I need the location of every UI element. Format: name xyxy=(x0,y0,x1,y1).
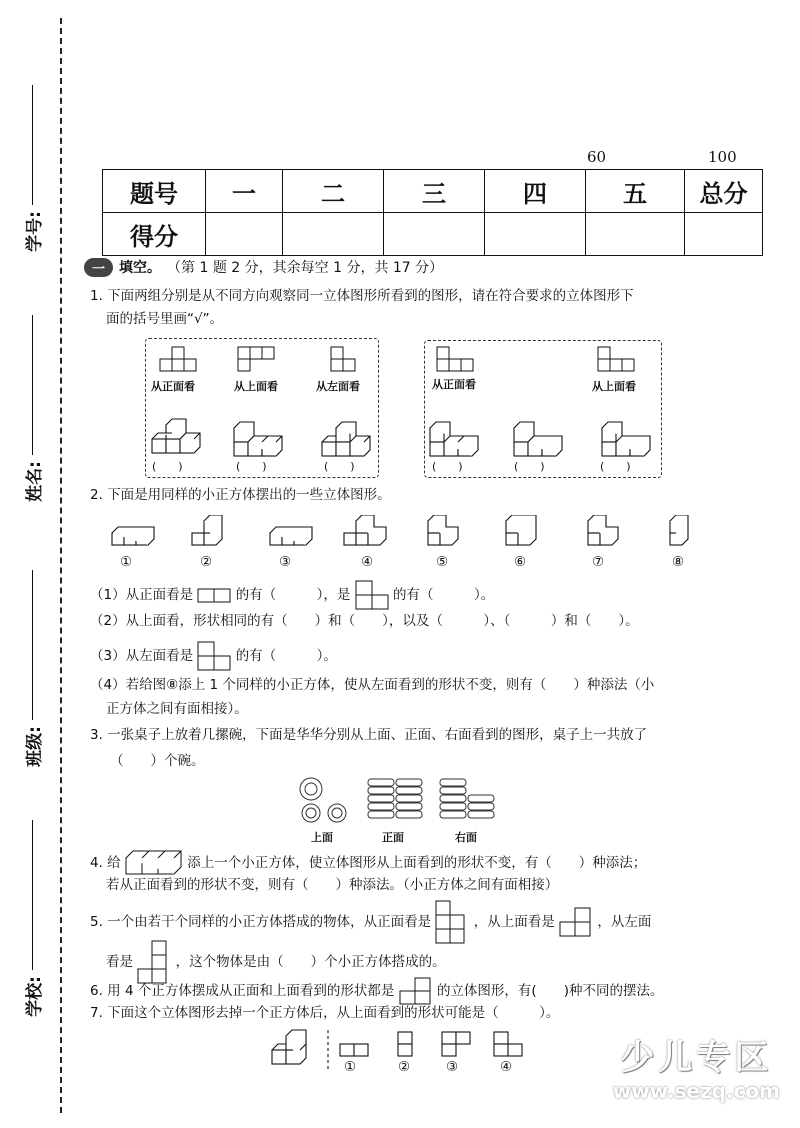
binding-dashed-line xyxy=(60,18,62,1113)
watermark-title: 少儿专区 xyxy=(620,1038,773,1078)
q4-b: 添上一个小正方体，使立体图形从上面看到的形状不变，有（ ）种添法； xyxy=(187,855,647,871)
score-cell[interactable] xyxy=(485,213,586,256)
figure-number: ③ xyxy=(279,554,292,570)
q4-a: 4. 给 xyxy=(90,855,121,871)
answer-paren[interactable]: ( ) xyxy=(514,460,545,473)
q7-line: 7. 下面这个立体图形去掉一个正方体后，从上面看到的形状可能是（ ）。 xyxy=(90,1005,560,1021)
q2-sub2: （2）从上面看，形状相同的有（ ）和（ ），以及（ ）、（ ）和（ ）。 xyxy=(90,613,639,629)
header-cell: 五 xyxy=(586,170,685,213)
header-cell: 三 xyxy=(384,170,485,213)
q5-b: ，从上面看是 xyxy=(473,914,555,930)
score-cell[interactable] xyxy=(586,213,685,256)
header-cell: 四 xyxy=(485,170,586,213)
figure-number: ⑥ xyxy=(514,554,527,570)
q2-sub3-a: （3）从左面看是 xyxy=(90,648,194,664)
answer-paren[interactable]: ( ) xyxy=(152,460,183,473)
score-cell[interactable] xyxy=(685,213,763,256)
q3-line2: （ ）个碗。 xyxy=(110,753,205,769)
score-cell[interactable] xyxy=(283,213,384,256)
figure-number: ⑤ xyxy=(436,554,449,570)
student-id-field xyxy=(14,85,50,258)
cube-figure-icon xyxy=(148,415,213,460)
bowls-top-label: 上面 xyxy=(311,831,333,844)
answer-paren[interactable]: ( ) xyxy=(432,460,463,473)
q2-title: 2. 下面是用同样的小正方体摆出的一些立体图形。 xyxy=(90,487,391,503)
q6-shape-icon xyxy=(399,977,433,1005)
q3-line1: 3. 一张桌子上放着几摞碗，下面是华华分别从上面、正面、右面看到的图形，桌子上一共放了 xyxy=(90,727,648,743)
header-cell: 题号 xyxy=(103,170,206,213)
score-note-100: 100 xyxy=(708,148,737,166)
score-table-score-row xyxy=(103,213,763,256)
q7-option-number: ④ xyxy=(500,1059,513,1075)
cube-figure-icon xyxy=(230,418,295,463)
top-view-icon xyxy=(594,345,654,377)
row-label: 得分 xyxy=(103,213,206,256)
score-cell[interactable] xyxy=(206,213,283,256)
cube-figure-icon xyxy=(426,418,491,463)
q5-e: ，这个物体是由（ ）个小正方体搭成的。 xyxy=(175,954,446,970)
q5-front-shape-icon xyxy=(435,900,469,944)
label-left: 从左面看 xyxy=(316,380,360,393)
label-front: 从正面看 xyxy=(432,378,476,391)
q1-line2: 面的括号里画“√”。 xyxy=(106,311,224,327)
figure-number: ⑦ xyxy=(592,554,605,570)
l-shape-icon xyxy=(197,641,231,671)
student-id-label: 学号: xyxy=(24,211,45,252)
l-shape-icon xyxy=(355,580,389,610)
watermark xyxy=(613,1030,780,1103)
header-cell: 二 xyxy=(283,170,384,213)
bowls-right-label: 右面 xyxy=(455,831,477,844)
section-header xyxy=(84,257,443,277)
section-note: （第 1 题 2 分，其余每空 1 分，共 17 分） xyxy=(167,260,444,276)
watermark-url: www.sezq.com xyxy=(612,1079,780,1103)
class-label: 班级: xyxy=(24,726,45,767)
q6-line xyxy=(90,977,663,1005)
q2-sub1 xyxy=(90,580,494,610)
class-field xyxy=(14,570,50,773)
school-label: 学校: xyxy=(24,976,45,1017)
q5-c: ，从左面 xyxy=(597,914,652,930)
left-view-icon xyxy=(325,345,375,377)
section-title: 填空。 xyxy=(119,260,162,276)
bowls-views-icon xyxy=(292,775,502,825)
header-cell: 一 xyxy=(206,170,283,213)
q5-a: 5. 一个由若干个同样的小正方体搭成的物体，从正面看是 xyxy=(90,914,432,930)
section-badge: 一 xyxy=(84,258,113,277)
answer-paren[interactable]: ( ) xyxy=(324,460,355,473)
cube-row-icon xyxy=(125,850,183,876)
name-label: 姓名: xyxy=(24,461,45,502)
q2-cube-figures xyxy=(108,515,708,555)
q7-option-number: ① xyxy=(344,1059,357,1075)
label-top: 从上面看 xyxy=(234,380,278,393)
q2-sub3-b: 的有（ ）。 xyxy=(235,648,337,664)
score-note-60: 60 xyxy=(587,148,607,166)
top-view-icon xyxy=(234,345,294,377)
q6-b: 的立体图形，有( )种不同的摆法。 xyxy=(436,983,664,999)
score-table xyxy=(102,169,763,256)
label-top: 从上面看 xyxy=(592,380,636,393)
q7-option-number: ③ xyxy=(446,1059,459,1075)
school-field xyxy=(14,820,50,1023)
q5-line1 xyxy=(90,900,651,944)
cube-figure-icon xyxy=(598,418,658,463)
front-view-icon xyxy=(150,345,210,377)
figure-number: ⑧ xyxy=(672,554,685,570)
label-front: 从正面看 xyxy=(151,380,195,393)
score-cell[interactable] xyxy=(384,213,485,256)
q2-sub1-a: （1）从正面看是 xyxy=(90,587,194,603)
q7-option-number: ② xyxy=(398,1059,411,1075)
q2-sub4-line1: （4）若给图⑧添上 1 个同样的小正方体，使从左面看到的形状不变，则有（ ）种添法（小 xyxy=(90,677,655,693)
figure-number: ④ xyxy=(361,554,374,570)
bowls-front-label: 正面 xyxy=(382,831,404,844)
figure-number: ② xyxy=(200,554,213,570)
q4-line1 xyxy=(90,850,646,876)
front-view-icon xyxy=(433,345,493,377)
q5-top-shape-icon xyxy=(559,907,593,937)
two-square-shape-icon xyxy=(197,587,231,603)
q2-sub1-c: 的有（ ）。 xyxy=(393,587,495,603)
q1-line1: 1. 下面两组分别是从不同方向观察同一立体图形所看到的图形，请在符合要求的立体图形下 xyxy=(90,288,634,304)
q2-sub4-line2: 正方体之间有面相接）。 xyxy=(106,701,248,717)
cube-figure-icon xyxy=(510,418,575,463)
q2-sub1-b: 的有（ ），是 xyxy=(235,587,351,603)
answer-paren[interactable]: ( ) xyxy=(236,460,267,473)
q2-sub3 xyxy=(90,641,337,671)
cube-figure-icon xyxy=(318,418,378,463)
q4-line2: 若从正面看到的形状不变，则有（ ）种添法。（小正方体之间有面相接） xyxy=(106,877,559,893)
answer-paren[interactable]: ( ) xyxy=(600,460,631,473)
q6-a: 6. 用 4 个正方体摆成从正面和上面看到的形状都是 xyxy=(90,983,395,999)
header-cell: 总分 xyxy=(685,170,763,213)
figure-number: ① xyxy=(120,554,133,570)
score-table-header-row xyxy=(103,170,763,213)
q5-d: 看是 xyxy=(106,954,133,970)
name-field xyxy=(14,315,50,508)
